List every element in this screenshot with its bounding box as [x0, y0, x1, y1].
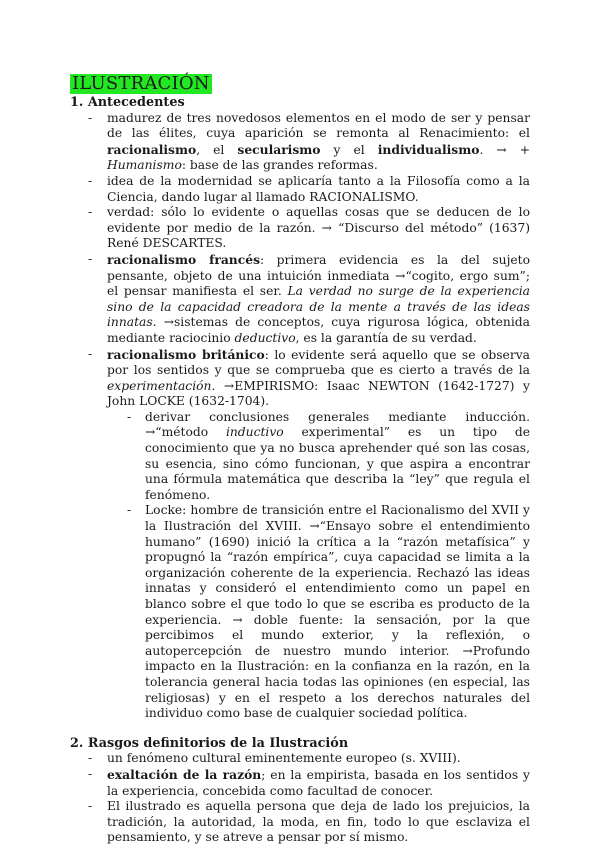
- text-run: , el: [196, 142, 238, 157]
- italic-run: La verdad no surge de la experiencia sino de la capacidad creadora de la mente a través de las ideas innatas.: [107, 284, 530, 330]
- term-exaltacion-razon: exaltación de la razón: [107, 766, 262, 782]
- term-experimentacion: experimentación: [107, 378, 212, 393]
- list-item: [145, 503, 530, 721]
- list-item: [107, 799, 530, 846]
- list-item: [107, 252, 530, 347]
- text-run: : base de las grandes reformas.: [181, 158, 378, 173]
- list-item: [145, 410, 530, 504]
- text-run: verdad: sólo lo evidente o aquellas cosas que se deducen de lo evidente por medio de la razón. → “Discurso del método” (1637) René DESCARTES.: [107, 205, 530, 251]
- document-title: ILUSTRACIÓN: [72, 73, 210, 94]
- term-deductivo: deductivo: [234, 330, 296, 345]
- text-run: idea de la modernidad se aplicaría tanto a la Filosofía como a la Ciencia, dando lugar al llamado RACIONALISMO.: [107, 173, 530, 204]
- term-racionalismo: racionalismo: [107, 141, 197, 157]
- section-heading-antecedentes: 1. Antecedentes: [70, 95, 185, 110]
- antecedentes-list: [70, 111, 530, 722]
- section-heading-rasgos: 2. Rasgos definitorios de la Ilustración: [70, 735, 349, 751]
- list-item: [107, 174, 530, 205]
- text-run: experimental” es un tipo de conocimiento que ya no busca aprehender qué son las cosas, su esencia, sino cómo funcionan, y que aspira a encontrar una fórmula matemática que describa la “ley” que regula el fenómeno.: [145, 425, 530, 502]
- text-run: →sistemas de conceptos, cuya rigurosa lógica, obtenida mediante raciocinio: [107, 315, 530, 345]
- text-run: El ilustrado es aquella persona que deja de lado los prejuicios, la tradición, la autoridad, la moda, en fin, todo lo que esclaviza el pensamiento, y se atreve a pensar por sí mismo.: [107, 799, 530, 845]
- text-run: Locke: hombre de transición entre el Racionalismo del XVII y la Ilustración del XVIII. →“Ensayo sobre el entendimiento humano” (1690) inició la crítica a la “razón metafísica” y propugnó la “razón empírica”, cuya capacidad se limita a la organización coherente de la experiencia. Rechazó las ideas innatas y consideró el entendimiento como un papel en blanco sobre el que todo lo que se escriba es producto de la experiencia. → doble fuente: la sensación, por la que percibimos el mundo exterior, y la reflexión, o autopercepción de nuestro mundo interior. →Profundo impacto en la Ilustración: en la confianza en la razón, en la tolerancia general hacia todas las opiniones (en especial, las religiosas) y en el respeto a los derechos naturales del individuo como base de cualquier sociedad política.: [145, 503, 530, 721]
- list-item: [107, 111, 530, 174]
- empirismo-sublist: [107, 410, 530, 722]
- text-run: , es la garantía de su verdad.: [295, 330, 477, 345]
- term-secularismo: secularismo: [237, 141, 321, 157]
- list-item: [107, 767, 530, 799]
- term-racionalismo-britanico: racionalismo británico: [107, 346, 265, 362]
- text-run: : primera evidencia es la del sujeto pensante, objeto de una intuición inmediata →“cogito, ergo sum”; el pensar manifiesta el ser.: [107, 252, 531, 299]
- text-run: madurez de tres novedosos elementos en el modo de ser y pensar de las élites, cuya aparición se remonta al Renacimiento: el: [107, 110, 530, 141]
- text-run: ; en la empirista, basada en los sentidos y la experiencia, concebida como facultad de conocer.: [107, 767, 530, 798]
- text-run: derivar conclusiones generales mediante inducción. →“método: [145, 409, 530, 440]
- list-item: [107, 205, 530, 252]
- text-run: un fenómeno cultural eminentemente europeo (s. XVIII).: [107, 751, 461, 766]
- term-individualismo: individualismo: [377, 141, 480, 157]
- text-run: y el: [320, 142, 378, 157]
- term-humanismo: Humanismo: [107, 158, 182, 173]
- term-inductivo: inductivo: [225, 425, 284, 440]
- list-item: [107, 751, 530, 767]
- list-item: [107, 347, 530, 722]
- text-run: . → +: [479, 142, 531, 157]
- term-racionalismo-frances: racionalismo francés: [107, 251, 260, 267]
- text-run: . →EMPIRISMO: Isaac NEWTON (1642-1727) y John LOCKE (1632-1704).: [107, 378, 530, 409]
- section-spacer: [70, 722, 530, 736]
- text-run: : lo evidente será aquello que se observa por los sentidos y que se comprueba que es cierto a través de la: [107, 347, 530, 378]
- rasgos-list: [70, 751, 530, 846]
